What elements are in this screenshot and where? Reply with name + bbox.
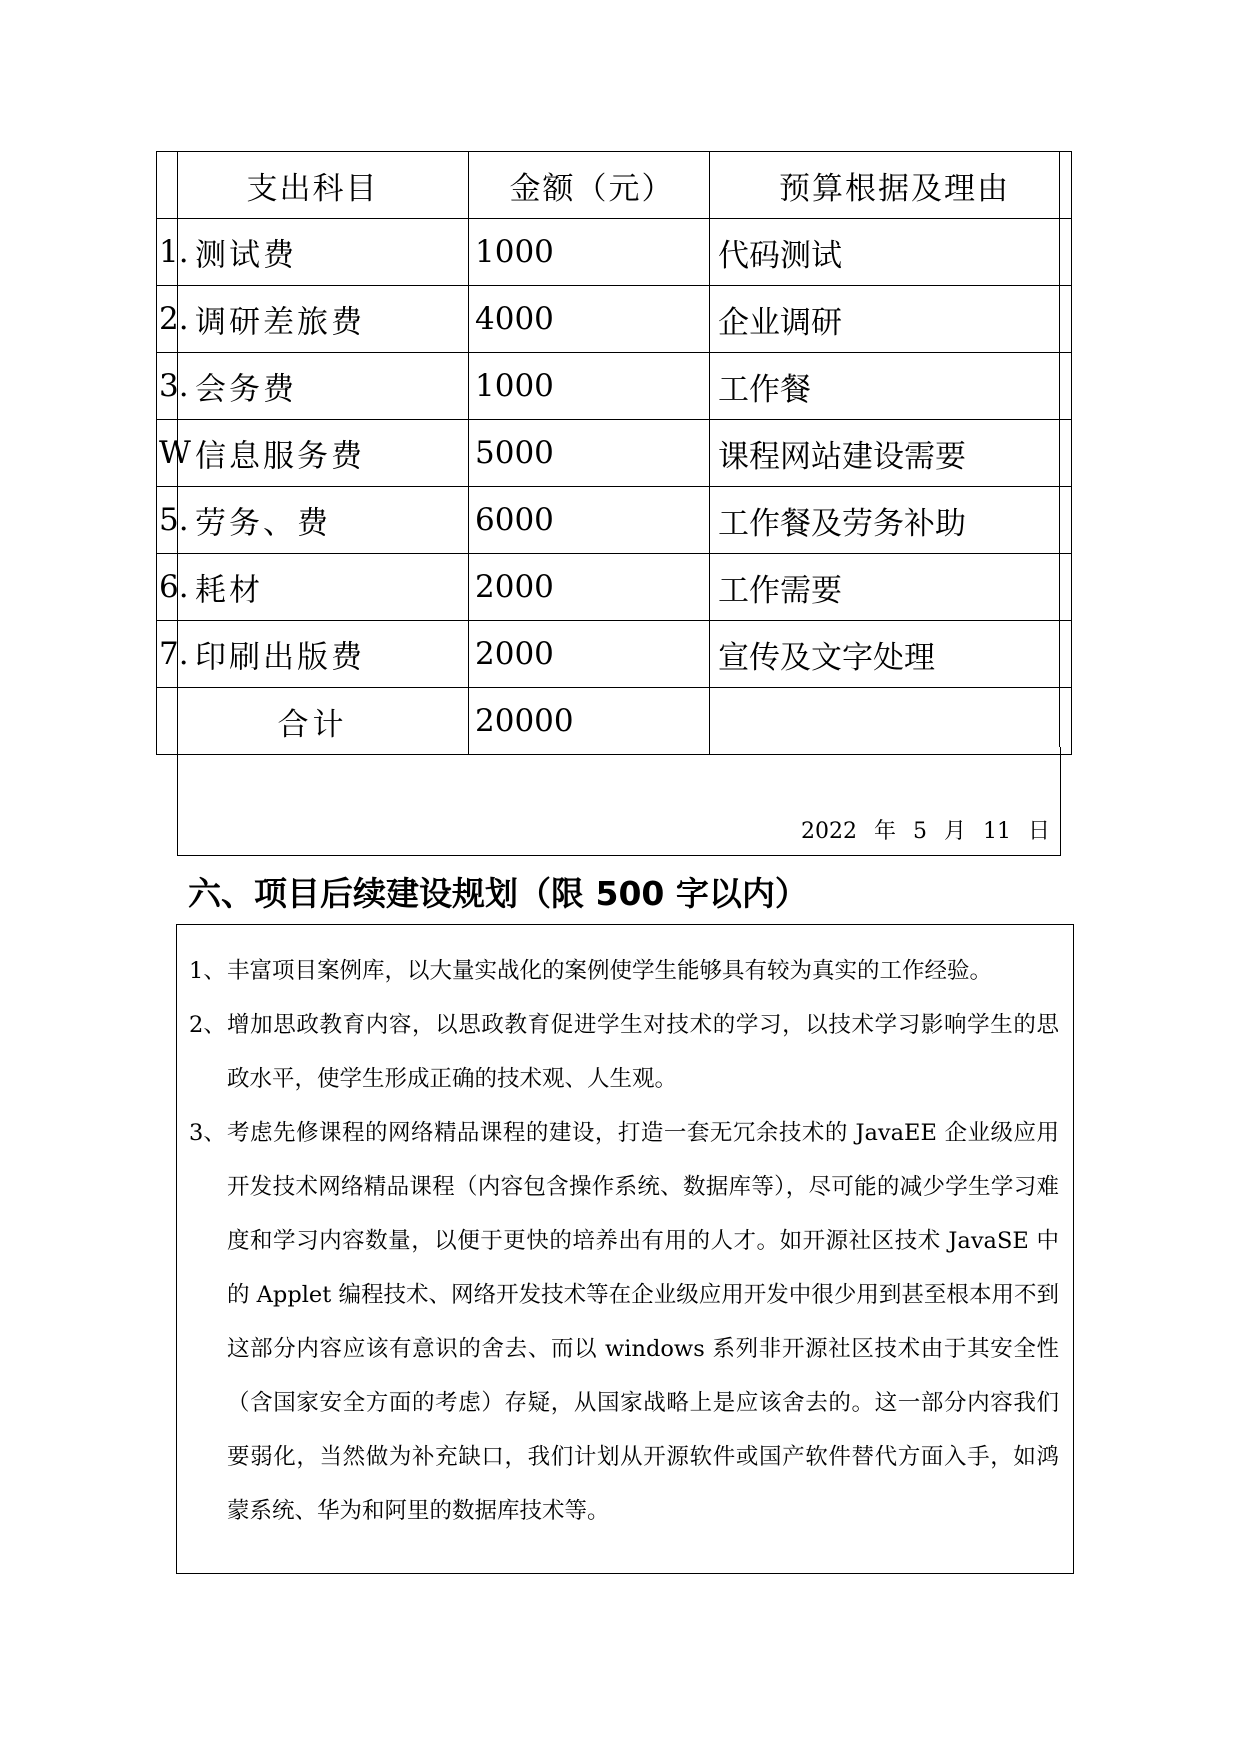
amount-cell: 6000: [469, 487, 710, 554]
header-reason: 预算根据及理由: [710, 152, 1072, 219]
plan-item-number: 1、: [189, 958, 226, 984]
expense-item-name: 会务费: [195, 371, 297, 408]
row-index: 3.: [159, 368, 189, 404]
expense-item-cell: [157, 487, 469, 554]
plan-item-text: 考虑先修课程的网络精品课程的建设，打造一套无冗余技术的 JavaEE 企业级应用开发技术网络精品课程（内容包含操作系统、数据库等），尽可能的减少学生学习难度和学习内容数量，以便于更快的培养出有用的人才。如开源社区技术 JavaSE 中的 Applet 编程技术、网络开发技术等在企业级应用开发中很少用到甚至根本用不到这部分内容应该有意识的舍去、而以 windows 系列非开源社区技术由于其安全性（含国家安全方面的考虑）存疑，从国家战略上是应该舍去的。这一部分内容我们要弱化，当然做为补充缺口，我们计划从开源软件或国产软件替代方面入手，如鸿蒙系统、华为和阿里的数据库技术等。: [227, 1120, 1059, 1524]
plan-item: [189, 1106, 1059, 1538]
expense-item-cell: [157, 420, 469, 487]
row-index: 6.: [159, 569, 189, 605]
amount-cell: 1000: [469, 353, 710, 420]
reason-cell: 课程网站建设需要: [710, 420, 1072, 487]
reason-cell: 工作需要: [710, 554, 1072, 621]
reason-cell: 工作餐: [710, 353, 1072, 420]
signature-box: [177, 747, 1061, 856]
expense-item-name: 信息服务费: [195, 438, 365, 475]
expense-item-name: 印刷出版费: [195, 639, 365, 676]
row-index: 5.: [159, 502, 189, 538]
reason-cell: 代码测试: [710, 219, 1072, 286]
row-index: 1.: [159, 234, 189, 270]
amount-cell: 2000: [469, 621, 710, 688]
expense-item-cell: [157, 219, 469, 286]
total-label: 合计: [157, 688, 469, 755]
expense-item-name: 调研差旅费: [195, 304, 365, 341]
table-row: [157, 286, 1072, 353]
amount-cell: 5000: [469, 420, 710, 487]
header-amount: 金额（元）: [469, 152, 710, 219]
budget-table-header-row: [157, 152, 1072, 219]
plan-item: [189, 998, 1059, 1106]
header-expense-item: 支出科目: [157, 152, 469, 219]
expense-item-cell: [157, 621, 469, 688]
table-row: [157, 487, 1072, 554]
plan-item: [189, 944, 1059, 998]
plan-item-text: 增加思政教育内容，以思政教育促进学生对技术的学习，以技术学习影响学生的思政水平，使学生形成正确的技术观、人生观。: [227, 1012, 1059, 1092]
expense-item-cell: [157, 286, 469, 353]
follow-up-plan-box: [176, 924, 1074, 1574]
table-row: [157, 219, 1072, 286]
expense-item-cell: [157, 554, 469, 621]
reason-cell: 宣传及文字处理: [710, 621, 1072, 688]
amount-cell: 2000: [469, 554, 710, 621]
amount-cell: 4000: [469, 286, 710, 353]
reason-cell: 工作餐及劳务补助: [710, 487, 1072, 554]
plan-item-number: 2、: [189, 1012, 226, 1038]
total-reason: [710, 688, 1072, 755]
section-6-title: 六、项目后续建设规划（限 500 字以内）: [188, 874, 808, 913]
expense-item-name: 测试费: [195, 237, 297, 274]
expense-item-name: 耗材: [195, 572, 263, 609]
amount-cell: 1000: [469, 219, 710, 286]
row-index: 2.: [159, 301, 189, 337]
row-index: W: [159, 435, 191, 471]
table-row: [157, 420, 1072, 487]
total-amount: 20000: [469, 688, 710, 755]
reason-cell: 企业调研: [710, 286, 1072, 353]
signature-date: 2022 年 5 月 11 日: [801, 819, 1050, 844]
table-row: [157, 621, 1072, 688]
table-row: [157, 353, 1072, 420]
total-row: [157, 688, 1072, 755]
plan-item-number: 3、: [189, 1120, 226, 1146]
expense-item-cell: [157, 353, 469, 420]
table-row: [157, 554, 1072, 621]
plan-item-text: 丰富项目案例库，以大量实战化的案例使学生能够具有较为真实的工作经验。: [227, 958, 993, 984]
expense-item-name: 劳务、费: [195, 505, 331, 542]
row-index: 7.: [159, 636, 189, 672]
budget-table: [156, 151, 1072, 755]
